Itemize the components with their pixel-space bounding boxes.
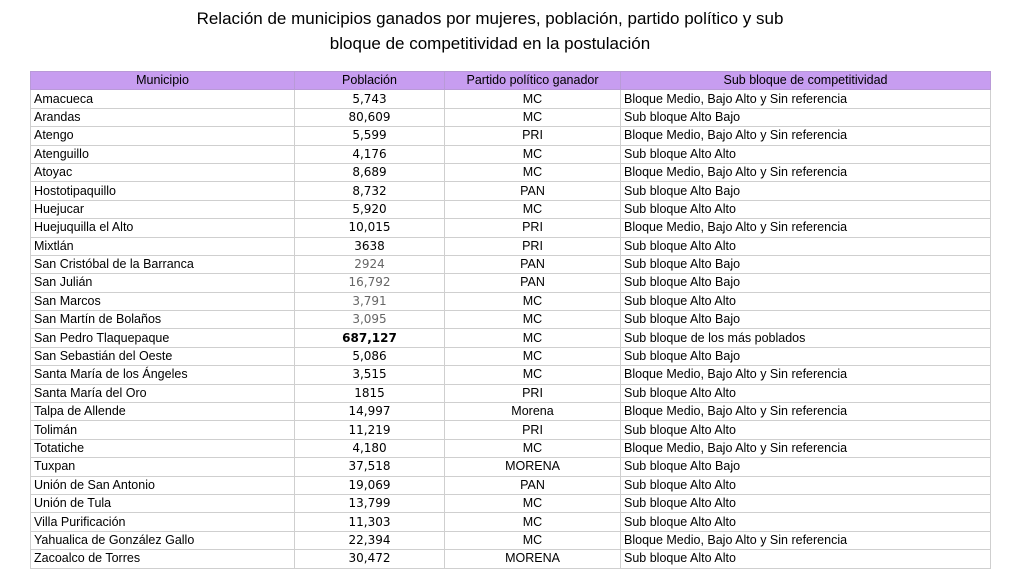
table-row bbox=[31, 494, 991, 512]
table-row bbox=[31, 311, 991, 329]
cell-partido: PAN bbox=[445, 182, 621, 200]
table-row bbox=[31, 90, 991, 108]
cell-poblacion: 5,086 bbox=[295, 347, 445, 365]
municipalities-table bbox=[30, 71, 991, 569]
cell-sub-bloque: Bloque Medio, Bajo Alto y Sin referencia bbox=[621, 439, 991, 457]
cell-sub-bloque: Bloque Medio, Bajo Alto y Sin referencia bbox=[621, 90, 991, 108]
cell-sub-bloque: Sub bloque Alto Alto bbox=[621, 494, 991, 512]
cell-poblacion: 4,180 bbox=[295, 439, 445, 457]
cell-partido: MC bbox=[445, 145, 621, 163]
cell-municipio: Unión de San Antonio bbox=[31, 476, 295, 494]
cell-poblacion: 2924 bbox=[295, 255, 445, 273]
table-row bbox=[31, 421, 991, 439]
cell-poblacion: 687,127 bbox=[295, 329, 445, 347]
table-row bbox=[31, 513, 991, 531]
cell-partido: PAN bbox=[445, 476, 621, 494]
cell-sub-bloque: Sub bloque Alto Bajo bbox=[621, 458, 991, 476]
cell-partido: MORENA bbox=[445, 458, 621, 476]
table-row bbox=[31, 439, 991, 457]
cell-poblacion: 16,792 bbox=[295, 274, 445, 292]
cell-municipio: San Marcos bbox=[31, 292, 295, 310]
table-row bbox=[31, 163, 991, 181]
cell-municipio: San Pedro Tlaquepaque bbox=[31, 329, 295, 347]
table-row bbox=[31, 237, 991, 255]
cell-sub-bloque: Sub bloque Alto Alto bbox=[621, 550, 991, 568]
table-row bbox=[31, 127, 991, 145]
cell-partido: PRI bbox=[445, 237, 621, 255]
cell-poblacion: 1815 bbox=[295, 384, 445, 402]
cell-sub-bloque: Sub bloque Alto Bajo bbox=[621, 274, 991, 292]
table-row bbox=[31, 329, 991, 347]
cell-sub-bloque: Sub bloque Alto Alto bbox=[621, 237, 991, 255]
cell-municipio: Amacueca bbox=[31, 90, 295, 108]
table-row bbox=[31, 458, 991, 476]
cell-sub-bloque: Sub bloque de los más poblados bbox=[621, 329, 991, 347]
cell-sub-bloque: Bloque Medio, Bajo Alto y Sin referencia bbox=[621, 403, 991, 421]
cell-partido: Morena bbox=[445, 403, 621, 421]
table-row bbox=[31, 476, 991, 494]
cell-sub-bloque: Sub bloque Alto Bajo bbox=[621, 182, 991, 200]
cell-poblacion: 5,599 bbox=[295, 127, 445, 145]
cell-poblacion: 8,732 bbox=[295, 182, 445, 200]
table-body bbox=[31, 90, 991, 568]
cell-municipio: Mixtlán bbox=[31, 237, 295, 255]
cell-sub-bloque: Sub bloque Alto Bajo bbox=[621, 255, 991, 273]
title-line-1: Relación de municipios ganados por mujeres, población, partido político y sub bbox=[196, 9, 784, 28]
cell-municipio: Atengo bbox=[31, 127, 295, 145]
cell-partido: MC bbox=[445, 347, 621, 365]
table-row bbox=[31, 145, 991, 163]
cell-sub-bloque: Bloque Medio, Bajo Alto y Sin referencia bbox=[621, 366, 991, 384]
cell-partido: PRI bbox=[445, 127, 621, 145]
cell-partido: PAN bbox=[445, 274, 621, 292]
header-municipio: Municipio bbox=[31, 72, 295, 90]
cell-municipio: Santa María de los Ángeles bbox=[31, 366, 295, 384]
cell-municipio: Yahualica de González Gallo bbox=[31, 531, 295, 549]
cell-poblacion: 10,015 bbox=[295, 219, 445, 237]
cell-municipio: Atenguillo bbox=[31, 145, 295, 163]
cell-partido: MC bbox=[445, 163, 621, 181]
cell-poblacion: 30,472 bbox=[295, 550, 445, 568]
cell-sub-bloque: Sub bloque Alto Alto bbox=[621, 476, 991, 494]
cell-partido: MC bbox=[445, 292, 621, 310]
cell-municipio: Zacoalco de Torres bbox=[31, 550, 295, 568]
cell-poblacion: 4,176 bbox=[295, 145, 445, 163]
table-row bbox=[31, 347, 991, 365]
cell-municipio: Santa María del Oro bbox=[31, 384, 295, 402]
cell-municipio: San Cristóbal de la Barranca bbox=[31, 255, 295, 273]
cell-municipio: Talpa de Allende bbox=[31, 403, 295, 421]
table-row bbox=[31, 550, 991, 568]
table-row bbox=[31, 384, 991, 402]
cell-poblacion: 37,518 bbox=[295, 458, 445, 476]
cell-partido: MORENA bbox=[445, 550, 621, 568]
cell-poblacion: 5,743 bbox=[295, 90, 445, 108]
cell-partido: PAN bbox=[445, 255, 621, 273]
cell-sub-bloque: Sub bloque Alto Alto bbox=[621, 292, 991, 310]
cell-poblacion: 3,095 bbox=[295, 311, 445, 329]
cell-sub-bloque: Sub bloque Alto Alto bbox=[621, 384, 991, 402]
cell-partido: MC bbox=[445, 108, 621, 126]
table-row bbox=[31, 219, 991, 237]
cell-sub-bloque: Sub bloque Alto Alto bbox=[621, 421, 991, 439]
cell-partido: PRI bbox=[445, 384, 621, 402]
cell-poblacion: 3638 bbox=[295, 237, 445, 255]
cell-partido: MC bbox=[445, 200, 621, 218]
cell-partido: MC bbox=[445, 90, 621, 108]
cell-poblacion: 3,515 bbox=[295, 366, 445, 384]
cell-municipio: Huejucar bbox=[31, 200, 295, 218]
cell-partido: MC bbox=[445, 329, 621, 347]
cell-poblacion: 80,609 bbox=[295, 108, 445, 126]
cell-municipio: Atoyac bbox=[31, 163, 295, 181]
cell-sub-bloque: Sub bloque Alto Alto bbox=[621, 513, 991, 531]
cell-partido: MC bbox=[445, 311, 621, 329]
cell-poblacion: 13,799 bbox=[295, 494, 445, 512]
cell-municipio: Hostotipaquillo bbox=[31, 182, 295, 200]
cell-poblacion: 3,791 bbox=[295, 292, 445, 310]
table-row bbox=[31, 200, 991, 218]
header-partido: Partido político ganador bbox=[445, 72, 621, 90]
cell-poblacion: 14,997 bbox=[295, 403, 445, 421]
cell-sub-bloque: Sub bloque Alto Alto bbox=[621, 200, 991, 218]
cell-sub-bloque: Bloque Medio, Bajo Alto y Sin referencia bbox=[621, 219, 991, 237]
cell-partido: MC bbox=[445, 366, 621, 384]
cell-municipio: Tuxpan bbox=[31, 458, 295, 476]
cell-sub-bloque: Bloque Medio, Bajo Alto y Sin referencia bbox=[621, 531, 991, 549]
header-sub-bloque: Sub bloque de competitividad bbox=[621, 72, 991, 90]
cell-poblacion: 19,069 bbox=[295, 476, 445, 494]
cell-partido: PRI bbox=[445, 219, 621, 237]
cell-poblacion: 8,689 bbox=[295, 163, 445, 181]
cell-poblacion: 11,219 bbox=[295, 421, 445, 439]
cell-partido: MC bbox=[445, 531, 621, 549]
table-row bbox=[31, 292, 991, 310]
cell-sub-bloque: Sub bloque Alto Alto bbox=[621, 145, 991, 163]
cell-sub-bloque: Sub bloque Alto Bajo bbox=[621, 311, 991, 329]
header-poblacion: Población bbox=[295, 72, 445, 90]
table-row bbox=[31, 366, 991, 384]
cell-partido: MC bbox=[445, 494, 621, 512]
table-row bbox=[31, 255, 991, 273]
cell-partido: PRI bbox=[445, 421, 621, 439]
cell-municipio: Villa Purificación bbox=[31, 513, 295, 531]
table-row bbox=[31, 182, 991, 200]
cell-municipio: San Martín de Bolaños bbox=[31, 311, 295, 329]
cell-poblacion: 5,920 bbox=[295, 200, 445, 218]
cell-sub-bloque: Sub bloque Alto Bajo bbox=[621, 108, 991, 126]
cell-sub-bloque: Bloque Medio, Bajo Alto y Sin referencia bbox=[621, 163, 991, 181]
cell-municipio: Huejuquilla el Alto bbox=[31, 219, 295, 237]
table-row bbox=[31, 108, 991, 126]
cell-municipio: Arandas bbox=[31, 108, 295, 126]
cell-poblacion: 11,303 bbox=[295, 513, 445, 531]
cell-sub-bloque: Sub bloque Alto Bajo bbox=[621, 347, 991, 365]
cell-partido: MC bbox=[445, 513, 621, 531]
cell-municipio: San Julián bbox=[31, 274, 295, 292]
table-row bbox=[31, 531, 991, 549]
cell-sub-bloque: Bloque Medio, Bajo Alto y Sin referencia bbox=[621, 127, 991, 145]
cell-municipio: Unión de Tula bbox=[31, 494, 295, 512]
cell-poblacion: 22,394 bbox=[295, 531, 445, 549]
cell-municipio: San Sebastián del Oeste bbox=[31, 347, 295, 365]
cell-partido: MC bbox=[445, 439, 621, 457]
title-line-2: bloque de competitividad en la postulación bbox=[329, 34, 651, 53]
table-header-row bbox=[31, 72, 991, 90]
table-row bbox=[31, 274, 991, 292]
document-title bbox=[0, 6, 980, 56]
cell-municipio: Tolimán bbox=[31, 421, 295, 439]
cell-municipio: Totatiche bbox=[31, 439, 295, 457]
table-row bbox=[31, 403, 991, 421]
